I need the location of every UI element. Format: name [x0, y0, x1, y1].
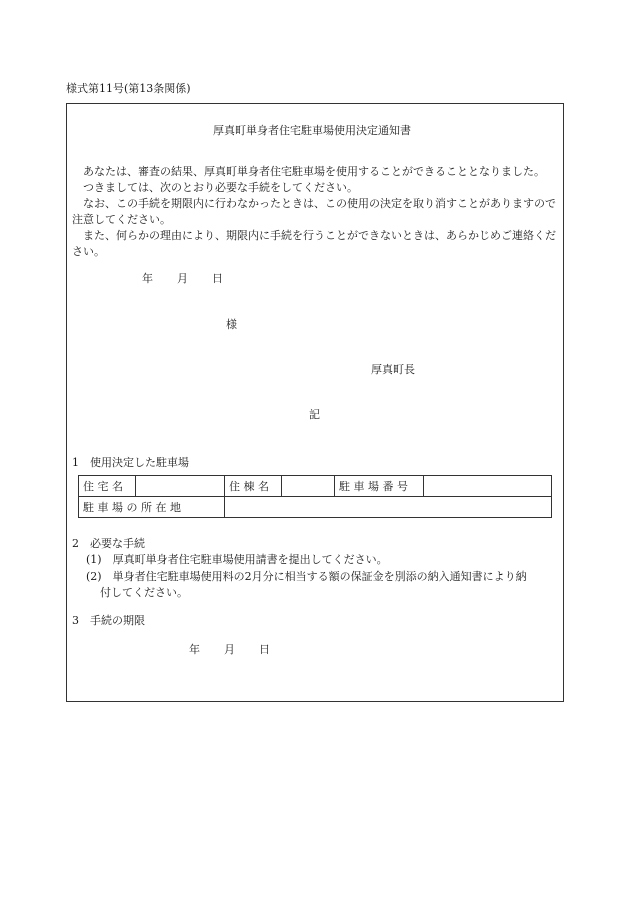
- paragraph-procedure: つきましては、次のとおり必要な手続をしてください。: [83, 181, 358, 194]
- deadline-date-day: 日: [259, 643, 270, 656]
- section1-heading: 1 使用決定した駐車場: [72, 456, 189, 469]
- paragraph-contact: また、何らかの理由により、期限内に手続を行うことができないときは、あらかじめご連絡ください。: [72, 229, 556, 258]
- table-row: [79, 476, 552, 497]
- deadline-date-month: 月: [224, 643, 235, 656]
- table-row: [79, 497, 552, 518]
- procedure-item-2-line2: 付してください。: [100, 586, 188, 599]
- section2-heading: 2 必要な手続: [72, 537, 145, 550]
- deadline-date: [189, 643, 270, 656]
- ki-marker: 記: [309, 408, 320, 421]
- location-value: [225, 497, 552, 518]
- section3-heading: 3 手続の期限: [72, 614, 145, 627]
- paragraph-deadline-warning: なお、この手続を期限内に行わなかったときは、この使用の決定を取り消すことがありますので注意してください。: [72, 197, 556, 226]
- location-label: 駐 車 場 の 所 在 地: [79, 497, 225, 518]
- procedure-item-1: (1) 厚真町単身者住宅駐車場使用請書を提出してください。: [86, 553, 388, 566]
- building-name-value: [282, 476, 335, 497]
- issue-date-year: 年: [142, 272, 153, 285]
- parking-number-value: [424, 476, 552, 497]
- issue-date-day: 日: [212, 272, 223, 285]
- paragraph-result: あなたは、審査の結果、厚真町単身者住宅駐車場を使用することができることとなりました。: [83, 165, 545, 178]
- addressee-suffix: 様: [226, 318, 237, 331]
- housing-name-label: 住 宅 名: [79, 476, 136, 497]
- procedure-item-2: [86, 569, 561, 601]
- form-number-label: 様式第11号(第13条関係): [66, 82, 191, 95]
- issuer-name: 厚真町長: [371, 363, 415, 376]
- issue-date-month: 月: [177, 272, 188, 285]
- procedure-item-2-line1: (2) 単身者住宅駐車場使用料の2月分に相当する額の保証金を別添の納入通知書により納: [86, 570, 527, 583]
- housing-name-value: [136, 476, 225, 497]
- building-name-label: 住 棟 名: [225, 476, 282, 497]
- document-title: 厚真町単身者住宅駐車場使用決定通知書: [213, 124, 411, 137]
- parking-table: [78, 475, 552, 518]
- issue-date: [142, 272, 223, 285]
- deadline-date-year: 年: [189, 643, 200, 656]
- parking-number-label: 駐 車 場 番 号: [335, 476, 424, 497]
